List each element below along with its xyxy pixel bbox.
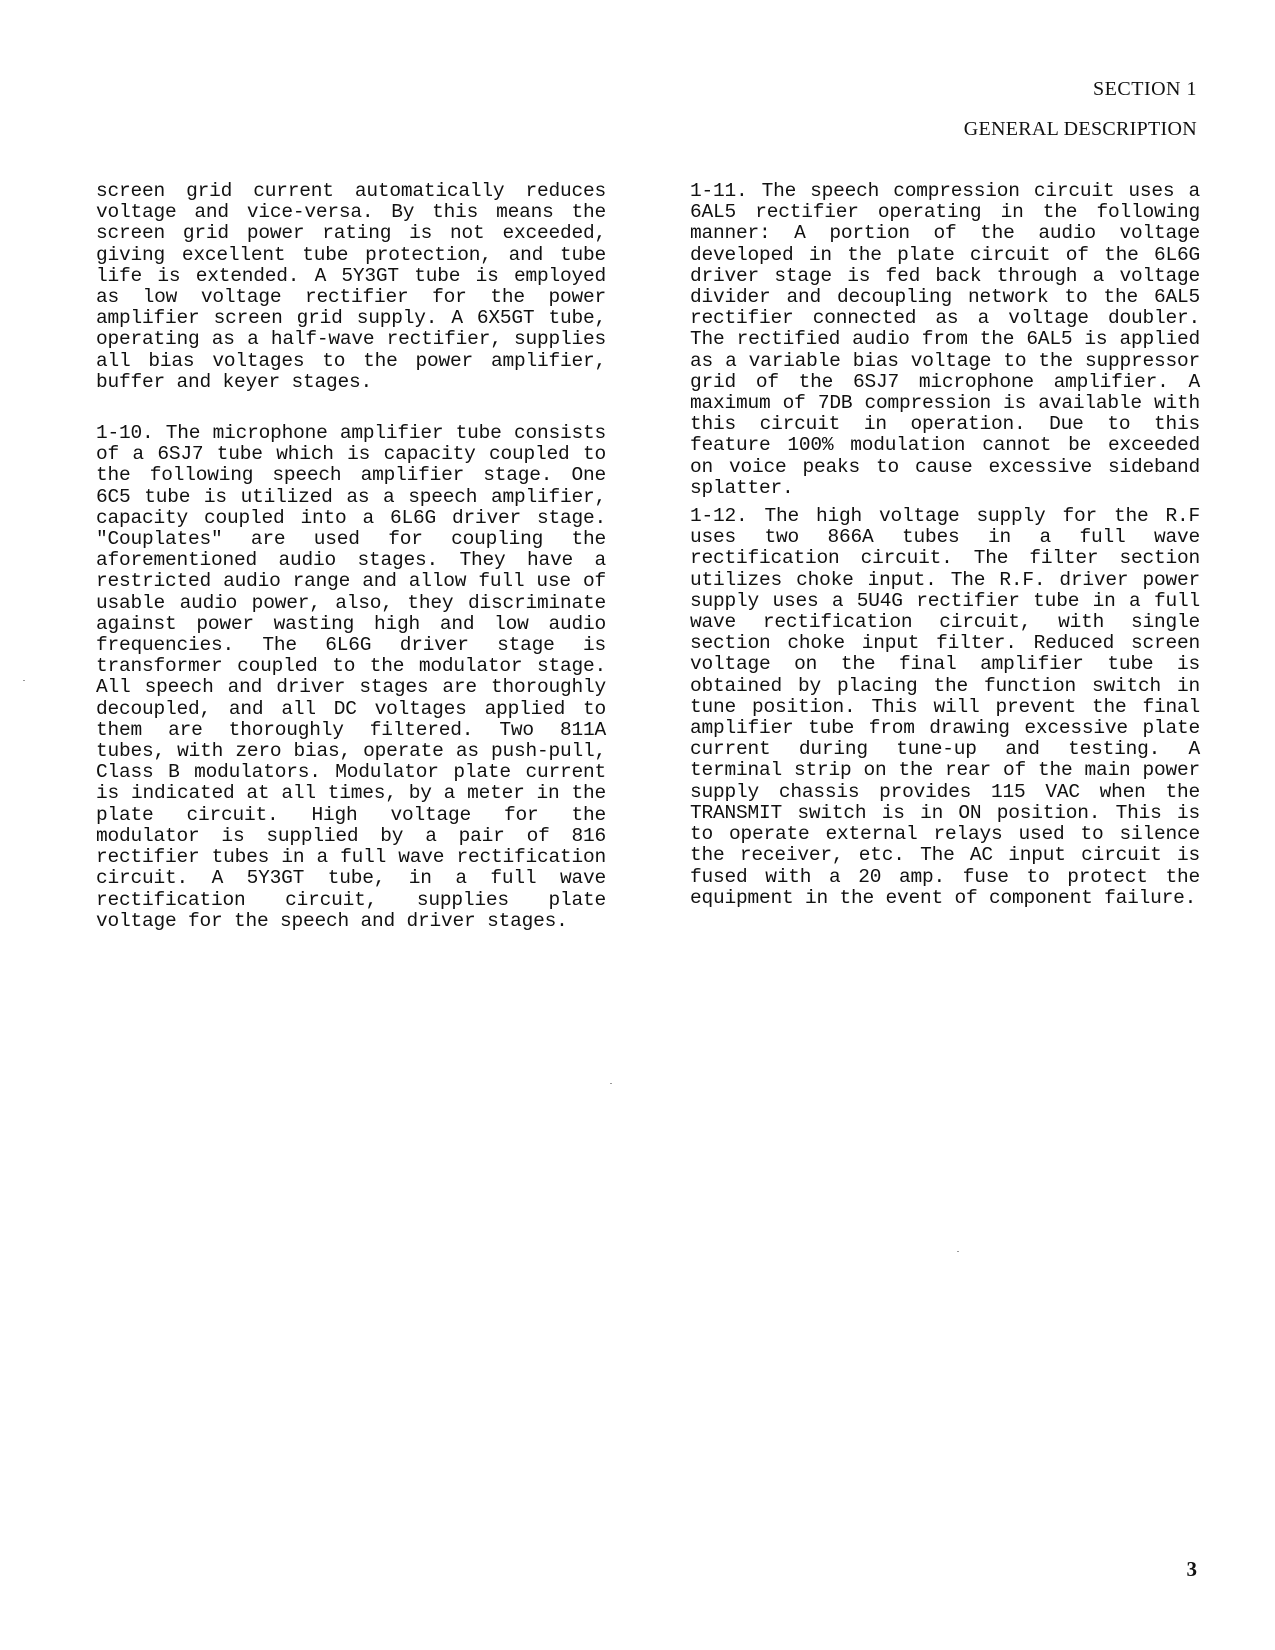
scan-speck [23, 680, 25, 681]
section-title: GENERAL DESCRIPTION [963, 118, 1197, 140]
paragraph-number: 1-12. [690, 505, 748, 528]
paragraph-1-11 [690, 181, 1200, 499]
page-number: 3 [1186, 1557, 1197, 1581]
paragraph-number: 1-10. [96, 422, 154, 445]
scan-speck [610, 1083, 612, 1084]
section-label: SECTION 1 [1093, 78, 1197, 100]
left-column [96, 181, 606, 932]
paragraph-1-10 [96, 423, 606, 932]
paragraph-number: 1-11. [690, 180, 748, 202]
paragraph-text: The speech compression circuit uses a 6AL5 rectifier operating in the following manner: A portion of the audio voltage developed in the plate circuit of the 6L6G driver stage is fed back through a voltage divider and decoupling network to the 6AL5 rectifier connected as a voltage doubler. The rectified audio from the 6AL5 is applied as a variable bias voltage to the suppressor grid of the 6SJ7 microphone amplifier. A maximum of 7DB compression is available with this circuit in operation. Due to this feature 100% modulation cannot be exceeded on voice peaks to cause excessive sideband splatter. [690, 180, 1200, 499]
paragraph-text: The microphone amplifier tube consists of a 6SJ7 tube which is capacity coupled to the following speech amplifier stage. One 6C5 tube is utilized as a speech amplifier, capacity coupled into a 6L6G driver stage. "Couplates" are used for coupling the aforementioned audio stages. They have a restricted audio range and allow full use of usable audio power, also, they discriminate against power wasting high and low audio frequencies. The 6L6G driver stage is transformer coupled to the modulator stage. All speech and driver stages are thoroughly decoupled, and all DC voltages applied to them are thoroughly filtered. Two 811A tubes, with zero bias, operate as push-pull, Class B modulators. Modulator plate current is indicated at all times, by a meter in the plate circuit. High voltage for the modulator is supplied by a pair of 816 rectifier tubes in a full wave rectification circuit. A 5Y3GT tube, in a full wave rectification circuit, supplies plate voltage for the speech and driver stages. [96, 422, 606, 932]
paragraph-1-12 [690, 506, 1200, 909]
right-column [690, 181, 1200, 909]
paragraph-text: The high voltage supply for the R.F uses two 866A tubes in a full wave rectification circuit. The filter section utilizes choke input. The R.F. driver power supply uses a 5U4G rectifier tube in a full wave rectification circuit, with single section choke input filter. Reduced screen voltage on the final amplifier tube is obtained by placing the function switch in tune position. This will prevent the final amplifier tube from drawing excessive plate current during tune-up and testing. A terminal strip on the rear of the main power supply chassis provides 115 VAC when the TRANSMIT switch is in ON position. This is to operate external relays used to silence the receiver, etc. The AC input circuit is fused with a 20 amp. fuse to protect the equipment in the event of component failure. [690, 505, 1200, 909]
scan-speck [957, 1251, 959, 1252]
paragraph-continued: screen grid current automatically reduces voltage and vice-versa. By this means the screen grid power rating is not exceeded, giving excellent tube protection, and tube life is extended. A 5Y3GT tube is employed as low voltage rectifier for the power amplifier screen grid supply. A 6X5GT tube, operating as a half-wave rectifier, supplies all bias voltages to the power amplifier, buffer and keyer stages. [96, 180, 606, 393]
